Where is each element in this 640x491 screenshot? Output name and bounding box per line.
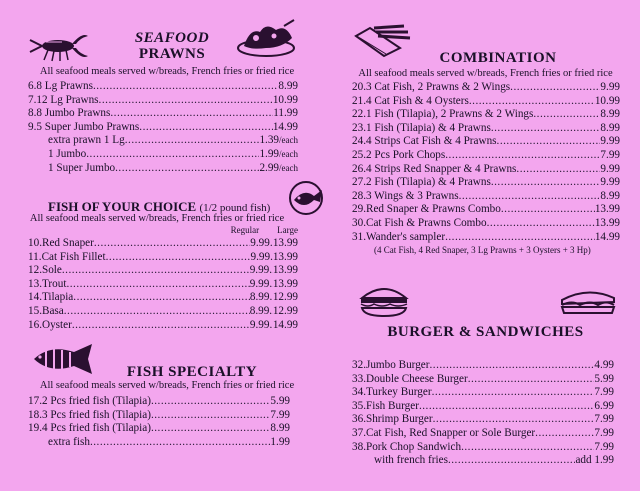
menu-item-7: 7. 12 Lg Prawns ..... 10.99 bbox=[28, 94, 298, 108]
menu-item-25: 25. 2 Pcs Pork Chops ..... 7.99 bbox=[352, 149, 620, 163]
menu-item-17: 17. 2 Pcs fried fish (Tilapia) ..... 5.99 bbox=[28, 395, 290, 409]
menu-item-21: 21. 4 Cat Fish & 4 Oysters ..... 10.99 bbox=[352, 95, 620, 109]
menu-item-28: 28. 3 Wings & 3 Prawns ..... 8.99 bbox=[352, 190, 620, 204]
menu-item-31: 31. Wander's sampler ..... 14.99 bbox=[352, 231, 620, 245]
menu-item-37: 37. Cat Fish, Red Snapper or Sole Burger ..... 7.99 bbox=[352, 427, 614, 441]
burger-icon bbox=[358, 284, 410, 318]
prawns-title: PRAWNS bbox=[138, 46, 206, 62]
menu-item-36: 36. Shrimp Burger ..... 7.99 bbox=[352, 413, 614, 427]
fish-choice-list bbox=[28, 237, 298, 332]
menu-item-19: 19. 4 Pcs fried fish (Tilapia) ..... 8.99 bbox=[28, 422, 290, 436]
menu-item-38: 38. Pork Chop Sandwich ..... 7.99 bbox=[352, 441, 614, 455]
fish-choice-note: All seafood meals served w/breads, French fries or fried rice bbox=[29, 213, 285, 224]
combination-note: All seafood meals served w/breads, French fries or fried rice bbox=[358, 68, 613, 79]
burger-title: BURGER & SANDWICHES bbox=[387, 324, 584, 340]
seafood-title: SEAFOOD bbox=[134, 30, 210, 46]
menu-item-29: 29. Red Snaper & Prawns Combo ..... 13.99 bbox=[352, 203, 620, 217]
prawns-list bbox=[28, 80, 298, 175]
menu-item-32: 32. Jumbo Burger ..... 4.99 bbox=[352, 359, 614, 373]
menu-item-14: 14. Tilapia ..... 8.99 ........ 12.99 bbox=[28, 291, 298, 305]
menu-item-24: 24. 4 Strips Cat Fish & 4 Prawns ..... 9.99 bbox=[352, 135, 620, 149]
menu-item-35: 35. Fish Burger ..... 6.99 bbox=[352, 400, 614, 414]
menu-item-22: 22. 1 Fish (Tilapia), 2 Prawns & 2 Wings ..... 8.99 bbox=[352, 108, 620, 122]
menu-item-27: 27. 2 Fish (Tilapia) & 4 Prawns ..... 9.99 bbox=[352, 176, 620, 190]
extra-jumbo: 1 Jumbo ..... 1.99 /each bbox=[28, 148, 298, 162]
seafood-note: All seafood meals served w/breads, French fries or fried rice bbox=[39, 66, 295, 77]
extra-fish: extra fish ..... 1.99 bbox=[28, 436, 290, 450]
menu-item-8: 8. 8 Jumbo Prawns ..... 11.99 bbox=[28, 107, 298, 121]
combination-list bbox=[352, 81, 620, 257]
extra-prawn: extra prawn 1 Lg ..... 1.39 /each bbox=[28, 134, 298, 148]
menu-item-23: 23. 1 Fish (Tilapia) & 4 Prawns ..... 8.99 bbox=[352, 122, 620, 136]
sandwich-icon bbox=[558, 286, 618, 316]
menu-item-6: 6. 8 Lg Prawns ..... 8.99 bbox=[28, 80, 298, 94]
fish-specialty-note: All seafood meals served w/breads, French fries or fried rice bbox=[39, 380, 295, 391]
menu-item-12: 12. Sole ..... 9.99 ........ 13.99 bbox=[28, 264, 298, 278]
fish-specialty-list bbox=[28, 395, 290, 449]
lobster-icon bbox=[28, 26, 90, 64]
menu-item-9: 9. 5 Super Jumbo Prawns ..... 14.99 bbox=[28, 121, 298, 135]
menu-item-10: 10. Red Snaper ..... 9.99 ........ 13.99 bbox=[28, 237, 298, 251]
fish-choice-col-headers: Regular Large bbox=[230, 225, 298, 235]
fish-specialty-title: FISH SPECIALTY bbox=[126, 364, 258, 380]
combination-title: COMBINATION bbox=[439, 50, 557, 66]
sampler-note: (4 Cat Fish, 4 Red Snaper, 3 Lg Prawns + 3 Oysters + 3 Hp) bbox=[374, 245, 591, 256]
menu-item-16: 16. Oyster ..... 9.99 ........ 14.99 bbox=[28, 319, 298, 333]
menu-item-26: 26. 4 Strips Red Snapper & 4 Prawns ..... 9.99 bbox=[352, 163, 620, 177]
with-fries: with french fries ..... add 1.99 bbox=[352, 454, 614, 468]
fish-icon bbox=[284, 180, 328, 216]
menu-item-13: 13. Trout ..... 9.99 ........ 13.99 bbox=[28, 278, 298, 292]
seafood-platter-icon bbox=[236, 18, 298, 58]
menu-item-15: 15. Basa ..... 8.99 ........ 12.99 bbox=[28, 305, 298, 319]
extra-super-jumbo: 1 Super Jumbo ..... 2.99 /each bbox=[28, 162, 298, 176]
menu-item-34: 34. Turkey Burger ..... 7.99 bbox=[352, 386, 614, 400]
french-fries-icon bbox=[350, 22, 414, 62]
menu-item-11: 11. Cat Fish Fillet ..... 9.99 ........ 13.99 bbox=[28, 251, 298, 265]
striped-fish-icon bbox=[30, 342, 96, 376]
burger-list bbox=[352, 359, 614, 468]
fish-choice-heading: FISH OF YOUR CHOICE (1/2 pound fish) bbox=[48, 199, 271, 214]
menu-item-30: 30. Cat Fish & Prawns Combo ..... 13.99 bbox=[352, 217, 620, 231]
menu-item-18: 18. 3 Pcs fried fish (Tilapia) ..... 7.99 bbox=[28, 409, 290, 423]
menu-item-33: 33. Double Cheese Burger ..... 5.99 bbox=[352, 373, 614, 387]
menu-item-20: 20. 3 Cat Fish, 2 Prawns & 2 Wings ..... 9.99 bbox=[352, 81, 620, 95]
